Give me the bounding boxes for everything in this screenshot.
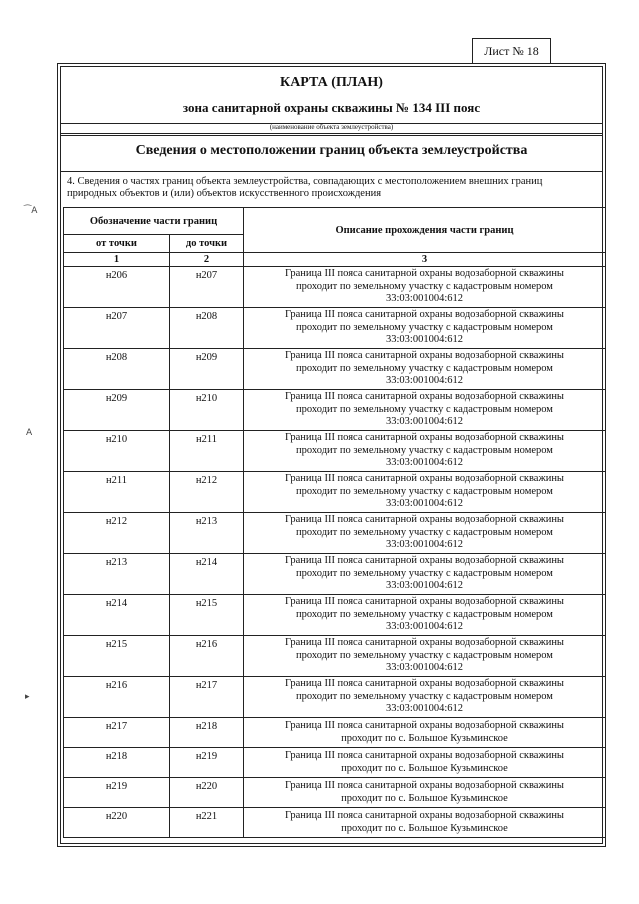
description-line: проходит по земельному участку с кадастровым номером: [296, 321, 553, 333]
table-row: [64, 390, 606, 431]
from-point-cell: н217: [64, 718, 170, 748]
header-to-point: до точки: [170, 235, 244, 253]
margin-mark: A: [26, 428, 33, 438]
description-cell: [244, 808, 606, 838]
from-point-cell: н210: [64, 431, 170, 472]
description-line: проходит по земельному участку с кадастровым номером: [296, 362, 553, 374]
table-row: [64, 554, 606, 595]
description-line: 33:03:001004:612: [385, 662, 463, 674]
description-cell: [244, 718, 606, 748]
to-point-cell: н214: [170, 554, 244, 595]
description-line: 33:03:001004:612: [385, 293, 463, 305]
description-line: проходит по земельному участку с кадастровым номером: [296, 444, 553, 456]
description-line: 33:03:001004:612: [385, 539, 463, 551]
description-cell: [244, 513, 606, 554]
header-boundary-parts: Обозначение части границ: [64, 208, 244, 235]
description-line: Граница III пояса санитарной охраны водозаборной скважины: [284, 637, 564, 649]
to-point-cell: н210: [170, 390, 244, 431]
description-cell: [244, 748, 606, 778]
description-line: 33:03:001004:612: [385, 457, 463, 469]
description-cell: [244, 472, 606, 513]
from-point-cell: н212: [64, 513, 170, 554]
description-line: 33:03:001004:612: [385, 621, 463, 633]
description-line: Граница III пояса санитарной охраны водозаборной скважины: [284, 780, 564, 791]
from-point-cell: н207: [64, 308, 170, 349]
from-point-cell: н213: [64, 554, 170, 595]
description-line: 33:03:001004:612: [385, 416, 463, 428]
from-point-cell: н206: [64, 267, 170, 308]
column-number: 3: [244, 253, 606, 267]
from-point-cell: н220: [64, 808, 170, 838]
to-point-cell: н215: [170, 595, 244, 636]
description-line: 33:03:001004:612: [385, 498, 463, 510]
from-point-cell: н209: [64, 390, 170, 431]
table-row: [64, 718, 606, 748]
to-point-cell: н209: [170, 349, 244, 390]
to-point-cell: н216: [170, 636, 244, 677]
table-row: [64, 677, 606, 718]
table-row: [64, 513, 606, 554]
description-line: проходит по с. Большое Кузьминское: [341, 792, 508, 804]
from-point-cell: н218: [64, 748, 170, 778]
description-line: Граница III пояса санитарной охраны водозаборной скважины: [284, 810, 564, 821]
to-point-cell: н220: [170, 778, 244, 808]
table-row: [64, 748, 606, 778]
description-line: 33:03:001004:612: [385, 375, 463, 387]
description-line: проходит по с. Большое Кузьминское: [341, 732, 508, 744]
section-title: Сведения о местоположении границ объекта землеустройства: [135, 143, 528, 158]
description-line: Граница III пояса санитарной охраны водозаборной скважины: [284, 555, 564, 567]
description-line: 33:03:001004:612: [385, 334, 463, 346]
description-line: Граница III пояса санитарной охраны водозаборной скважины: [284, 309, 564, 321]
margin-mark: ▸: [25, 692, 30, 702]
description-cell: [244, 595, 606, 636]
to-point-cell: н221: [170, 808, 244, 838]
description-line: проходит по земельному участку с кадастровым номером: [296, 649, 553, 661]
description-line: проходит по земельному участку с кадастровым номером: [296, 280, 553, 292]
description-line: проходит по земельному участку с кадастровым номером: [296, 526, 553, 538]
to-point-cell: н207: [170, 267, 244, 308]
description-cell: [244, 677, 606, 718]
table-row: [64, 595, 606, 636]
document-frame: [57, 63, 606, 847]
description-line: проходит по с. Большое Кузьминское: [341, 822, 508, 834]
description-line: проходит по с. Большое Кузьминское: [341, 762, 508, 774]
table-row: [64, 267, 606, 308]
from-point-cell: н215: [64, 636, 170, 677]
divider: [61, 171, 602, 172]
table-row: [64, 808, 606, 838]
header-description: Описание прохождения части границ: [244, 208, 606, 253]
description-line: проходит по земельному участку с кадастровым номером: [296, 403, 553, 415]
boundary-table: [63, 207, 606, 838]
description-cell: [244, 267, 606, 308]
section-note: 4. Сведения о частях границ объекта землеустройства, совпадающих с местоположением внешних границ природных объектов и (или) объектов искусственного происхождения: [67, 176, 543, 199]
description-line: Граница III пояса санитарной охраны водозаборной скважины: [284, 596, 564, 608]
document-inner-frame: [60, 66, 603, 844]
from-point-cell: н216: [64, 677, 170, 718]
margin-mark: ⁀A: [24, 206, 38, 216]
table-row: [64, 778, 606, 808]
description-cell: [244, 349, 606, 390]
description-line: проходит по земельному участку с кадастровым номером: [296, 485, 553, 497]
divider: [61, 135, 602, 136]
description-line: Граница III пояса санитарной охраны водозаборной скважины: [284, 432, 564, 444]
from-point-cell: н211: [64, 472, 170, 513]
description-line: проходит по земельному участку с кадастровым номером: [296, 690, 553, 702]
column-number: 2: [170, 253, 244, 267]
description-line: 33:03:001004:612: [385, 580, 463, 592]
description-line: Граница III пояса санитарной охраны водозаборной скважины: [284, 750, 564, 761]
header-from-point: от точки: [64, 235, 170, 253]
to-point-cell: н212: [170, 472, 244, 513]
description-line: Граница III пояса санитарной охраны водозаборной скважины: [284, 678, 564, 690]
sheet-number: Лист № 18: [472, 38, 551, 64]
description-cell: [244, 390, 606, 431]
description-cell: [244, 636, 606, 677]
from-point-cell: н214: [64, 595, 170, 636]
table-body: [64, 267, 606, 838]
description-line: Граница III пояса санитарной охраны водозаборной скважины: [284, 473, 564, 485]
divider: [61, 133, 602, 134]
to-point-cell: н208: [170, 308, 244, 349]
description-line: 33:03:001004:612: [385, 703, 463, 715]
description-cell: [244, 431, 606, 472]
object-caption: (наименование объекта землеустройства): [269, 123, 394, 131]
description-cell: [244, 778, 606, 808]
table-row: [64, 472, 606, 513]
table-row: [64, 349, 606, 390]
from-point-cell: н208: [64, 349, 170, 390]
to-point-cell: н219: [170, 748, 244, 778]
description-line: Граница III пояса санитарной охраны водозаборной скважины: [284, 350, 564, 362]
to-point-cell: н218: [170, 718, 244, 748]
table-row: [64, 308, 606, 349]
table-row: [64, 636, 606, 677]
column-number: 1: [64, 253, 170, 267]
description-cell: [244, 308, 606, 349]
to-point-cell: н217: [170, 677, 244, 718]
table-row: [64, 431, 606, 472]
description-line: проходит по земельному участку с кадастровым номером: [296, 608, 553, 620]
document-subtitle: зона санитарной охраны скважины № 134 III пояс: [182, 100, 481, 115]
description-line: проходит по земельному участку с кадастровым номером: [296, 567, 553, 579]
description-line: Граница III пояса санитарной охраны водозаборной скважины: [284, 391, 564, 403]
description-line: Граница III пояса санитарной охраны водозаборной скважины: [284, 514, 564, 526]
to-point-cell: н211: [170, 431, 244, 472]
to-point-cell: н213: [170, 513, 244, 554]
description-line: Граница III пояса санитарной охраны водозаборной скважины: [284, 720, 564, 731]
description-cell: [244, 554, 606, 595]
from-point-cell: н219: [64, 778, 170, 808]
document-title: КАРТА (ПЛАН): [280, 75, 383, 90]
description-line: Граница III пояса санитарной охраны водозаборной скважины: [284, 268, 564, 280]
